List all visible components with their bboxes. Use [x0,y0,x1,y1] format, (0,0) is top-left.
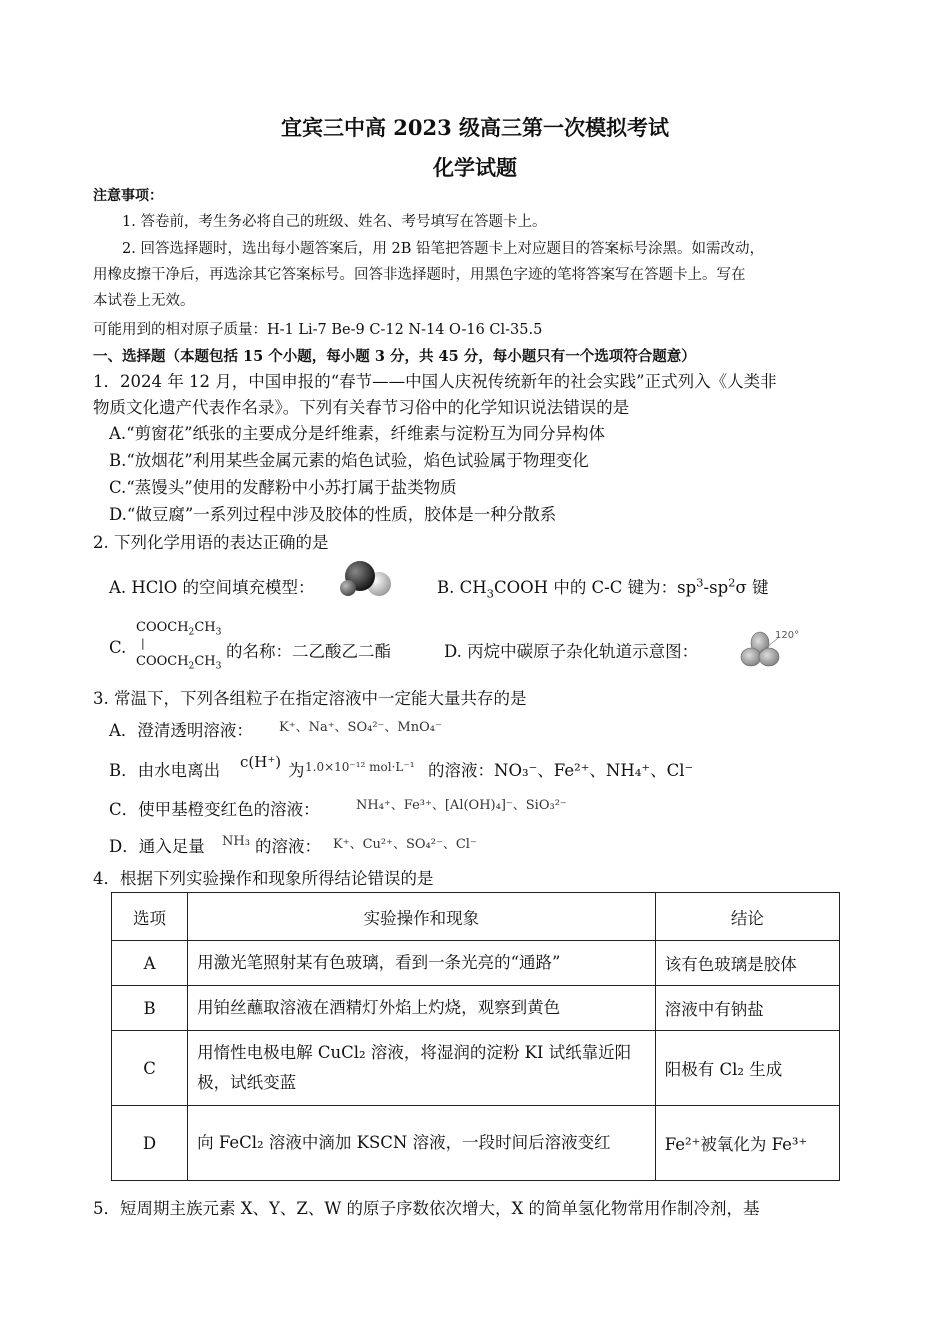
row-operation: 用铂丝蘸取溶液在酒精灯外焰上灼烧，观察到黄色 [188,986,656,1031]
exam-title: 宜宾三中高 2023 级高三第一次模拟考试 [280,115,670,140]
row-conclusion: 该有色玻璃是胶体 [655,941,839,986]
notes-item-2-line-3: 本试卷上无效。 [93,293,195,309]
q3-option-b-value: 1.0×10⁻¹² mol·L⁻¹ [305,760,415,774]
ester-formula-bottom: $COOCH_2CH_3$ [136,654,222,672]
q3-option-c: C．使甲基橙变红色的溶液： [109,800,320,819]
q2-option-a: A. HClO 的空间填充模型： [109,578,315,597]
q1-option-b: B.“放烟花”利用某些金属元素的焰色试验，焰色试验属于物理变化 [109,451,589,470]
table-row [112,941,840,986]
bond-angle-label: 120° [775,630,800,641]
row-operation: 向 FeCl₂ 溶液中滴加 KSCN 溶液，一段时间后溶液变红 [188,1106,656,1181]
header-operation: 实验操作和现象 [188,893,656,941]
section-1-heading: 一、选择题（本题包括 15 个小题，每小题 3 分，共 45 分，每小题只有一个选项符合题意） [93,348,696,365]
header-conclusion: 结论 [655,893,839,941]
notes-item-2-line-2: 用橡皮擦干净后，再选涂其它答案标号。回答非选择题时，用黑色字迹的笔将答案写在答题卡上。写在 [93,267,746,283]
header-option: 选项 [112,893,188,941]
hclo-space-filling-model [334,556,396,600]
q1-option-a: A.“剪窗花”纸张的主要成分是纤维素，纤维素与淀粉互为同分异构体 [109,424,606,443]
table-header-row [112,893,840,941]
row-option: C [112,1031,188,1106]
exam-subtitle: 化学试题 [433,155,517,180]
table-row [112,1031,840,1106]
notes-item-1: 1. 答卷前，考生务必将自己的班级、姓名、考号填写在答题卡上。 [122,214,547,230]
notes-heading: 注意事项： [93,188,163,204]
q2-option-b: B. $CH_3COOH$ 中的 C-C 键为：$sp^3-sp^2\sigma$ 键 [437,575,769,601]
q4-stem: 4．根据下列实验操作和现象所得结论错误的是 [93,869,434,888]
notes-item-2-line-1: 2. 回答选择题时，选出每小题答案后，用 2B 铅笔把答题卡上对应题目的答案标号涂黑。如需改动， [122,241,765,257]
row-operation: 用激光笔照射某有色玻璃，看到一条光亮的“通路” [188,941,656,986]
q2-option-c-text: 的名称：二乙酸乙二酯 [226,642,391,661]
q2-option-c-label: C. [109,638,127,657]
row-conclusion: 阳极有 Cl₂ 生成 [655,1031,839,1106]
table-row [112,1106,840,1181]
q3-option-c-ions: NH₄⁺、Fe³⁺、[Al(OH)₄]⁻、SiO₃²⁻ [356,798,567,813]
q3-option-d-prefix: D．通入足量 [109,837,205,856]
q3-option-d-ions: K⁺、Cu²⁺、SO₄²⁻、Cl⁻ [333,837,477,852]
q5-stem: 5．短周期主族元素 X、Y、Z、W 的原子序数依次增大，X 的简单氢化物常用作制冷剂，基 [93,1199,760,1218]
q3-option-a: A．澄清透明溶液： [109,721,253,740]
q2-option-d: D. 丙烷中碳原子杂化轨道示意图： [444,642,699,661]
ester-bond-bar: | [141,637,145,650]
q3-option-b-prefix: B．由水电离出 [109,761,221,780]
row-option: D [112,1106,188,1181]
q3-option-a-ions: K⁺、Na⁺、SO₄²⁻、MnO₄⁻ [279,720,442,735]
sp2-hybrid-orbital-diagram [738,629,800,671]
q3-option-b-mid: 为 [288,761,305,780]
row-operation: 用惰性电极电解 CuCl₂ 溶液，将湿润的淀粉 KI 试纸靠近阳极，试纸变蓝 [188,1031,656,1106]
q2-stem: 2. 下列化学用语的表达正确的是 [93,533,329,552]
atomic-masses: 可能用到的相对原子质量：H-1 Li-7 Be-9 C-12 N-14 O-16 Cl-35.5 [93,322,543,338]
row-option: A [112,941,188,986]
q3-option-d-nh3: NH₃ [222,834,250,849]
q1-option-d: D.“做豆腐”一系列过程中涉及胶体的性质，胶体是一种分散系 [109,505,557,524]
q3-stem: 3. 常温下，下列各组粒子在指定溶液中一定能大量共存的是 [93,689,527,708]
row-conclusion: Fe²⁺被氧化为 Fe³⁺ [655,1106,839,1181]
q1-stem-line-2: 物质文化遗产代表作名录》。下列有关春节习俗中的化学知识说法错误的是 [93,398,630,417]
row-conclusion: 溶液中有钠盐 [655,986,839,1031]
table-row [112,986,840,1031]
q3-option-d-mid: 的溶液： [255,837,321,856]
q3-option-b-concentration: c(H⁺) [240,753,282,771]
q1-stem-line-1: 1．2024 年 12 月，中国申报的“春节——中国人庆祝传统新年的社会实践”正式列入《人类非 [93,372,777,391]
ester-formula-top: $COOCH_2CH_3$ [136,620,222,638]
experiment-table [111,892,840,1181]
q3-option-b-ions: 的溶液：NO₃⁻、Fe²⁺、NH₄⁺、Cl⁻ [428,761,694,780]
row-option: B [112,986,188,1031]
q1-option-c: C.“蒸馒头”使用的发酵粉中小苏打属于盐类物质 [109,478,457,497]
